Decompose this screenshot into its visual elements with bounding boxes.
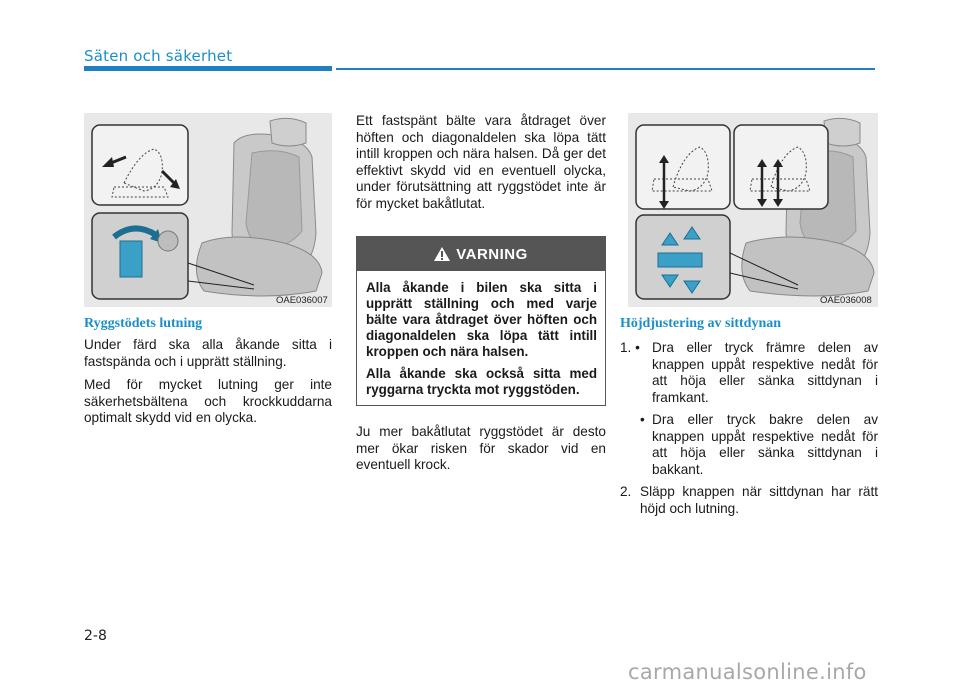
list-item-text: Dra eller tryck främre delen av knappen uppåt respektive nedåt för att höja eller sänka sittdynan i framkant. <box>652 340 878 405</box>
list-item-text: Släpp knappen när sittdynan har rätt höjd och lutning. <box>640 484 878 516</box>
list-marker: 1. • <box>620 340 640 355</box>
figure-code-left: OAE036007 <box>276 295 328 306</box>
height-adjust-list <box>620 340 878 523</box>
left-paragraph-1: Under färd ska alla åkande sitta i fastspända och i upprätt ställning. <box>84 337 332 369</box>
page-number: 2-8 <box>84 628 107 644</box>
figure-code-right: OAE036008 <box>820 295 872 306</box>
figure-seatback-recline <box>84 113 332 307</box>
middle-paragraph-bottom-text: Ju mer bakåtlutat ryggstödet är desto mer ökar risken för skador vid en eventuell krock. <box>356 424 606 472</box>
warning-paragraph-2: Alla åkande ska också sitta med ryggarna tryckta mot ryggstöden. <box>366 366 597 397</box>
left-body <box>84 337 332 434</box>
heading-seatback-recline: Ryggstödets lutning <box>84 316 203 331</box>
figure-cushion-height <box>628 113 878 307</box>
list-item-text: Dra eller tryck bakre delen av knappen uppåt respektive nedåt för att höja eller sänka sittdynan i bakkant. <box>652 412 878 477</box>
warning-paragraph-1: Alla åkande i bilen ska sitta i upprätt ställning och med varje bälte vara åtdraget över höften och diagonaldelen ska löpa tätt intill kroppen och nära halsen. <box>366 280 597 359</box>
watermark: carmanualsonline.info <box>628 660 867 684</box>
warning-triangle-icon <box>434 247 450 261</box>
warning-box <box>356 236 606 406</box>
header-rule-thin <box>336 68 875 70</box>
list-item <box>620 412 878 478</box>
list-marker: • <box>640 412 645 427</box>
seat-recline-illustration <box>84 113 332 307</box>
list-item <box>620 484 878 517</box>
list-item <box>620 340 878 406</box>
warning-header <box>357 237 605 271</box>
heading-cushion-height: Höjdjustering av sittdynan <box>620 316 782 331</box>
warning-title: VARNING <box>456 245 528 263</box>
seat-height-illustration <box>628 113 878 307</box>
list-marker: 2. <box>620 484 632 499</box>
warning-body <box>357 271 605 398</box>
middle-paragraph-bottom <box>356 424 606 481</box>
left-paragraph-2: Med för mycket lutning ger inte säkerhetsbältena och krockkuddarna optimalt skydd vid en olycka. <box>84 377 332 425</box>
header-rule-thick <box>84 66 332 71</box>
middle-paragraph-top <box>356 113 606 219</box>
section-title: Säten och säkerhet <box>84 47 233 65</box>
middle-paragraph-top-text: Ett fastspänt bälte vara åtdraget över höften och diagonaldelen ska löpa tätt intill kroppen och nära halsen. Då ger det effektivt skydd vid en eventuell olycka, under förutsättning att ryggstödet inte är för mycket bakåtlutat. <box>356 113 606 211</box>
